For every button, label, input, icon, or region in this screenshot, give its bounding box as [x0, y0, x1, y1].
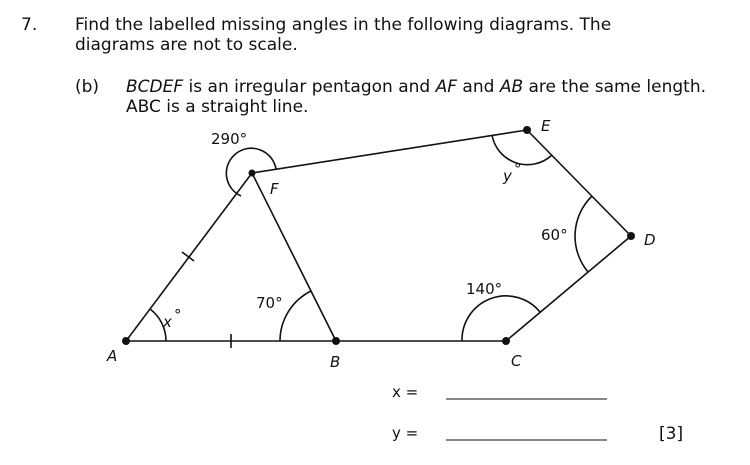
pentagon-name: BCDEF [126, 77, 184, 97]
part-text-line-2: ABC is a straight line. [126, 97, 309, 117]
label-D: D [644, 231, 656, 249]
answer-label-x: x = [392, 383, 419, 401]
angle-arc-C [462, 296, 540, 341]
angle-arc-D [575, 196, 592, 272]
angle-arc-B [280, 291, 311, 341]
question-text-line-2: diagrams are not to scale. [75, 35, 298, 55]
answer-label-y: y = [392, 424, 419, 442]
label-E: E [541, 117, 551, 135]
segment-FE [252, 130, 527, 173]
segment-ED [527, 130, 631, 236]
angle-label-B: 70° [256, 294, 283, 312]
part-text-fragment: is an irregular pentagon and [183, 77, 436, 97]
label-C: C [511, 352, 522, 370]
angle-label-y: y [503, 167, 512, 185]
question-text-line-1: Find the labelled missing angles in the following diagrams. The [75, 15, 612, 35]
marks-label: [3] [659, 424, 684, 444]
angle-label-C: 140° [466, 280, 503, 298]
angle-arc-y [492, 135, 552, 165]
degree-symbol-x: ° [174, 306, 182, 324]
point-A [122, 337, 130, 345]
label-A: A [107, 347, 118, 365]
angle-label-x: x [163, 313, 172, 331]
angle-label-reflex-F: 290° [211, 130, 248, 148]
label-F: F [270, 180, 279, 198]
point-D [627, 232, 635, 240]
part-text-fragment: and [457, 77, 500, 97]
angle-label-D: 60° [541, 226, 568, 244]
segment-ab-name: AB [499, 77, 524, 97]
point-B [332, 337, 340, 345]
point-E [523, 126, 531, 134]
point-C [502, 337, 510, 345]
segment-DC [506, 236, 631, 341]
question-number: 7. [21, 15, 38, 35]
segment-FB [252, 173, 336, 341]
segment-af-name: AF [435, 77, 458, 97]
part-text-fragment: are the same length. [523, 77, 707, 97]
degree-symbol-y: ° [514, 160, 522, 178]
label-B: B [330, 353, 341, 371]
part-label: (b) [75, 77, 100, 97]
point-F [249, 170, 256, 177]
